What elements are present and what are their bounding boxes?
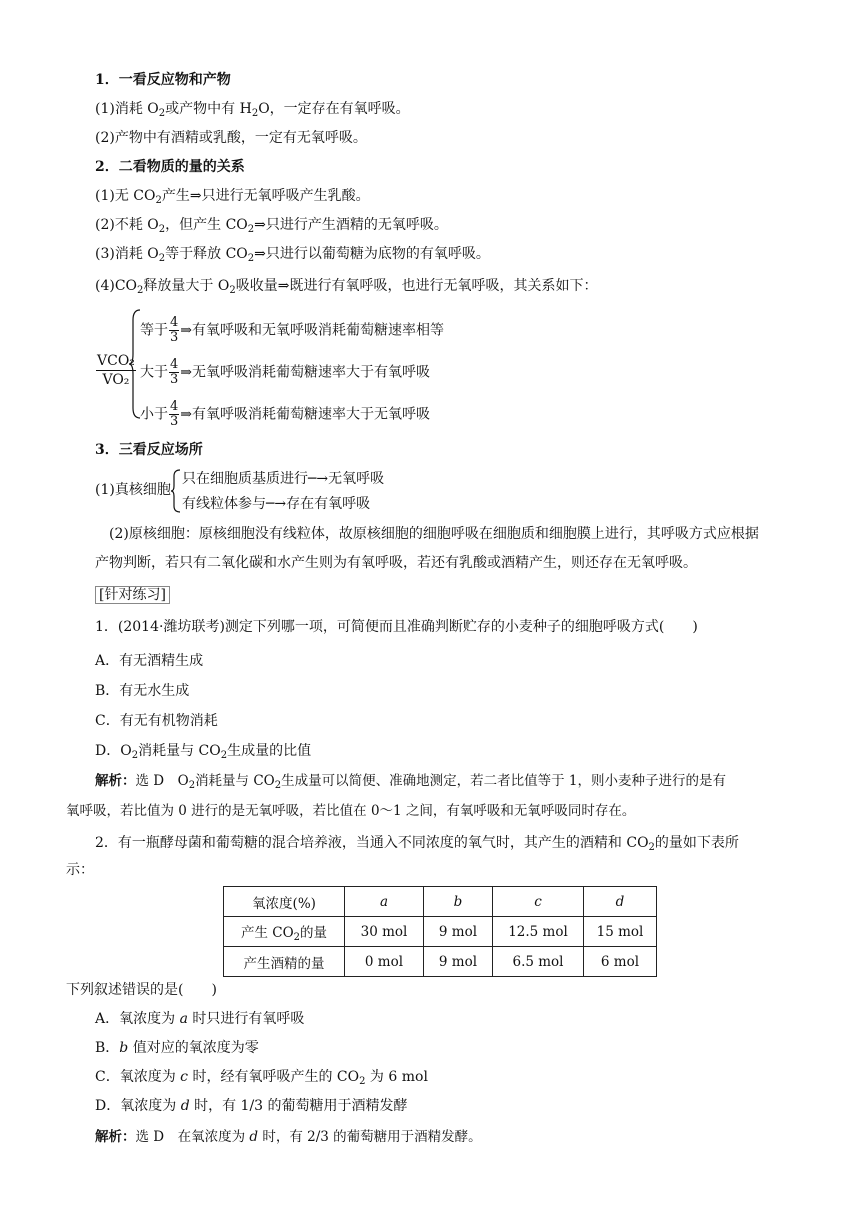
table-row (224, 887, 657, 917)
eukaryote-case-1: 只在细胞质基质进行─→无氧呼吸 (182, 471, 385, 487)
case-less: 小于 $\frac{4}{3}$ ⇒有氧呼吸消耗葡萄糖速率大于无氧呼吸 (140, 399, 431, 429)
eukaryote-label: (1)真核细胞 (95, 482, 171, 498)
q2-stem-line-2: 示： (66, 862, 94, 878)
section-1-title: 1．一看反应物和产物 (95, 72, 231, 88)
table-cell: 0 mol (345, 947, 424, 977)
table-cell: 6.5 mol (493, 947, 584, 977)
case-equal: 等于 $\frac{4}{3}$ ⇒有氧呼吸和无氧呼吸消耗葡萄糖速率相等 (140, 315, 445, 345)
table-row-label: 产生 $CO_2$的量 (224, 917, 345, 947)
prokaryote-line-1: (2)原核细胞：原核细胞没有线粒体，故原核细胞的细胞呼吸在细胞质和细胞膜上进行，其呼吸方式应根据 (109, 526, 759, 542)
left-brace-eukaryote (170, 468, 182, 514)
q1-option-a: A．有无酒精生成 (95, 653, 204, 669)
table-cell: 6 mol (584, 947, 657, 977)
q1-option-d: D．$O_2$消耗量与 $CO_2$生成量的比值 (95, 743, 312, 761)
table-header-cell: a (345, 887, 424, 917)
prokaryote-line-2: 产物判断，若只有二氧化碳和水产生则为有氧呼吸，若还有乳酸或酒精产生，则还存在无氧呼吸。 (95, 555, 697, 571)
q2-stem-line-1: 2．有一瓶酵母菌和葡萄糖的混合培养液，当通入不同浓度的氧气时，其产生的酒精和 $CO_2$的量如下表所 (95, 835, 739, 853)
q2-option-c: C．氧浓度为 c 时，经有氧呼吸产生的 $CO_2$ 为 6 mol (95, 1069, 428, 1087)
section-3-title: 3．三看反应场所 (95, 442, 203, 458)
table-header-cell: c (493, 887, 584, 917)
table-cell: 12.5 mol (493, 917, 584, 947)
table-cell: 15 mol (584, 917, 657, 947)
q2-option-b: B．b 值对应的氧浓度为零 (95, 1040, 259, 1056)
q2-answer: 解析：选 D 在氧浓度为 d 时，有 2/3 的葡萄糖用于酒精发酵。 (95, 1129, 482, 1145)
oxygen-table (223, 886, 657, 977)
q1-option-b: B．有无水生成 (95, 683, 190, 699)
table-header-cell: d (584, 887, 657, 917)
ratio-fraction: $\frac{\text{VCO₂}}{\text{VO₂}}$ (97, 353, 135, 388)
section-2-title: 2．二看物质的量的关系 (95, 159, 245, 175)
table-row (224, 947, 657, 977)
case-greater: 大于 $\frac{4}{3}$ ⇒无氧呼吸消耗葡萄糖速率大于有氧呼吸 (140, 357, 431, 387)
table-header-cell: b (424, 887, 493, 917)
s2-line-4: $(4)CO_2$释放量大于 $O_2$吸收量⇒既进行有氧呼吸，也进行无氧呼吸，其关系如下： (95, 278, 598, 296)
q2-ask: 下列叙述错误的是( ) (66, 982, 217, 998)
q2-option-d: D．氧浓度为 d 时，有 1/3 的葡萄糖用于酒精发酵 (95, 1098, 408, 1114)
s2-line-3: (3)消耗 $O_2$等于释放 $CO_2\Rightarrow$只进行以葡萄糖为底物的有氧呼吸。 (95, 246, 490, 264)
q1-option-c: C．有无有机物消耗 (95, 713, 218, 729)
table-row-label: 产生酒精的量 (224, 947, 345, 977)
s1-line-2: (2)产物中有酒精或乳酸，一定有无氧呼吸。 (95, 130, 367, 146)
table-cell: 9 mol (424, 917, 493, 947)
s2-line-2: (2)不耗 $O_2$，但产生 $CO_2\Rightarrow$只进行产生酒精的无氧呼吸。 (95, 217, 448, 235)
practice-tag: [针对练习] (95, 585, 170, 605)
q1-stem: 1．(2014·潍坊联考)测定下列哪一项，可简便而且准确判断贮存的小麦种子的细胞呼吸方式( ) (95, 619, 698, 635)
table-cell: 9 mol (424, 947, 493, 977)
s1-line-1: (1)消耗 $O_2$或产物中有 $H_2O$，一定存在有氧呼吸。 (95, 101, 410, 119)
q1-answer-line-2: 氧呼吸，若比值为 0 进行的是无氧呼吸，若比值在 0～1 之间，有氧呼吸和无氧呼吸同时存在。 (66, 803, 636, 819)
table-header-cell: 氧浓度(%) (224, 887, 345, 917)
table-cell: 30 mol (345, 917, 424, 947)
q1-answer-line-1: 解析：选 D $O_2$消耗量与 $CO_2$生成量可以简便、准确地测定，若二者比值等于 1，则小麦种子进行的是有 (95, 773, 727, 791)
q2-option-a: A．氧浓度为 a 时只进行有氧呼吸 (95, 1011, 305, 1027)
table-row (224, 917, 657, 947)
eukaryote-case-2: 有线粒体参与─→存在有氧呼吸 (182, 496, 371, 512)
s2-line-1: (1)无 $CO_2$产生⇒只进行无氧呼吸产生乳酸。 (95, 188, 370, 206)
